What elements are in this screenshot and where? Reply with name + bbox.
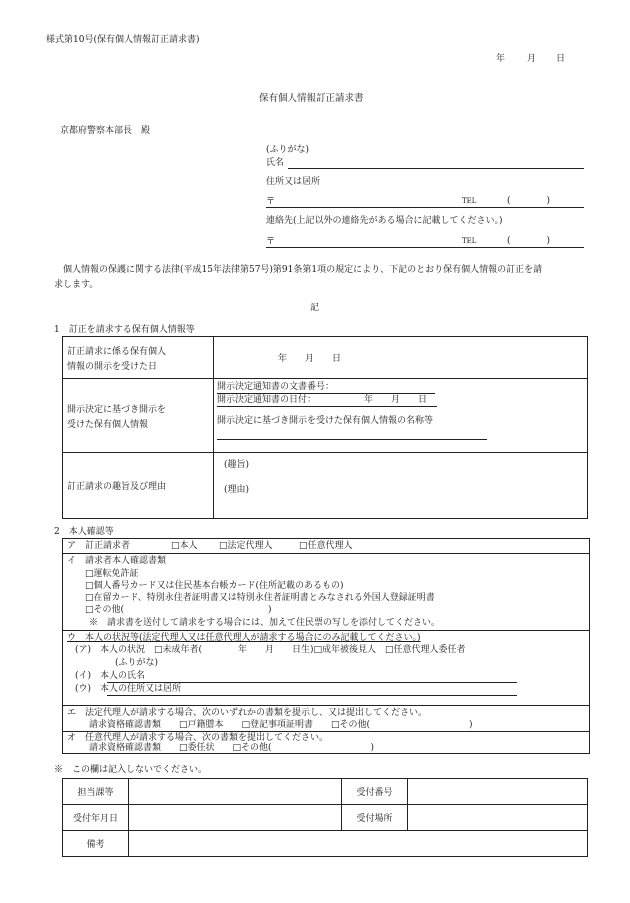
divider xyxy=(63,705,589,706)
contact-label: 連絡先(上記以外の連絡先がある場合に記載してください。) xyxy=(266,216,503,226)
divider xyxy=(63,630,589,631)
legal-agent-docs-line-2[interactable]: 請求資格確認書類 □戸籍謄本 □登記事項証明書 □その他( ) xyxy=(89,720,473,730)
date-year: 年 xyxy=(496,54,506,64)
section2-box xyxy=(62,538,590,754)
name-field[interactable] xyxy=(288,168,584,169)
requester-type-label: ア 訂正請求者 xyxy=(67,541,131,551)
tel-label: TEL xyxy=(462,197,477,205)
principal-status-label: ウ 本人の状況等(法定代理人又は任意代理人が請求する場合にのみ記載してください。) xyxy=(67,633,421,643)
receipt-place-cell[interactable] xyxy=(408,805,588,831)
contact-field[interactable] xyxy=(266,247,584,248)
purpose-reason-label xyxy=(63,453,214,519)
voluntary-agent-docs-line-1: オ 任意代理人が請求する場合、次の書類を提出してください。 xyxy=(67,733,329,743)
intro-line-2: 求します。 xyxy=(54,280,99,290)
option-self[interactable]: □本人 xyxy=(171,541,198,551)
section1-table xyxy=(62,336,588,519)
purpose-reason-cell[interactable] xyxy=(214,453,588,519)
received-date-label xyxy=(63,337,214,379)
legal-agent-docs-line-1: エ 法定代理人が請求する場合、次のいずれかの書類を提示し、又は提出してください。 xyxy=(67,708,428,718)
receipt-place-label: 受付場所 xyxy=(342,805,408,831)
id-doc-other[interactable]: □その他( ) xyxy=(85,605,272,615)
office-use-table xyxy=(62,778,588,857)
address-label: 住所又は居所 xyxy=(266,177,321,187)
id-doc-mynumber[interactable]: □個人番号カード又は住民基本台帳カード(住所記載のあるもの) xyxy=(85,581,344,591)
ki-label: 記 xyxy=(310,303,320,313)
receipt-date-label: 受付年月日 xyxy=(63,805,129,831)
notice-date-label: 開示決定通知書の日付： xyxy=(217,395,317,405)
dept-label: 担当課等 xyxy=(63,779,129,805)
postal-mark-2: 〒 xyxy=(266,237,276,247)
option-legal-agent[interactable]: □法定代理人 xyxy=(219,541,273,551)
section2-heading: 2 本人確認等 xyxy=(54,527,114,537)
principal-status-line[interactable]: (ア) 本人の状況 □未成年者( 年 月 日生)□成年被後見人 □任意代理人委任者 xyxy=(75,645,466,655)
intro-line-1: 個人情報の保護に関する法律(平成15年法律第57号)第91条第1項の規定により、下記のとおり保有個人情報の訂正を請 xyxy=(63,265,543,275)
info-name-field[interactable] xyxy=(217,439,487,440)
tel-parens: ( ) xyxy=(507,196,551,206)
principal-address-label: (ウ) 本人の住所又は居所 xyxy=(75,684,182,694)
disclosed-info-label-2: 受けた保有個人情報 xyxy=(67,419,149,430)
id-doc-license[interactable]: □運転免許証 xyxy=(85,569,139,579)
received-date-value: 年 月 日 xyxy=(278,354,342,364)
tel-label-2: TEL xyxy=(462,237,477,245)
principal-name-label: (イ) 本人の氏名 xyxy=(75,671,146,681)
disclosed-info-label xyxy=(63,379,214,453)
voluntary-agent-docs-line-2[interactable]: 請求資格確認書類 □委任状 □その他( ) xyxy=(89,743,375,753)
receipt-date-cell[interactable] xyxy=(129,805,342,831)
info-name-label: 開示決定に基づき開示を受けた保有個人情報の名称等 xyxy=(217,416,434,426)
option-voluntary-agent[interactable]: □任意代理人 xyxy=(299,541,353,551)
id-docs-note: ※ 請求書を送付して請求をする場合には、加えて住民票の写しを添付してください。 xyxy=(89,618,441,628)
remarks-label: 備考 xyxy=(63,831,129,857)
purpose-label: (趣旨) xyxy=(224,460,250,470)
name-label: 氏名 xyxy=(266,158,285,168)
divider xyxy=(63,731,589,732)
disclosed-info-label-1: 開示決定に基づき開示を xyxy=(67,404,167,415)
principal-name-field[interactable] xyxy=(107,682,517,683)
reason-label: (理由) xyxy=(224,485,250,495)
form-title: 保有個人情報訂正請求書 xyxy=(259,93,364,104)
purpose-reason-label-text: 訂正請求の趣旨及び理由 xyxy=(67,482,167,492)
divider xyxy=(63,553,589,554)
dept-cell[interactable] xyxy=(129,779,342,805)
notice-date-field[interactable] xyxy=(217,406,437,407)
notice-date-value: 年 月 日 xyxy=(364,395,428,405)
furigana-label: (ふりがな) xyxy=(266,145,310,155)
receipt-number-label: 受付番号 xyxy=(342,779,408,805)
form-number: 様式第10号(保有個人情報訂正請求書) xyxy=(46,35,200,45)
receipt-number-cell[interactable] xyxy=(408,779,588,805)
remarks-cell[interactable] xyxy=(129,831,588,857)
principal-address-field[interactable] xyxy=(107,695,517,696)
section1-heading: 1 訂正を請求する保有個人情報等 xyxy=(54,325,195,335)
received-date-cell[interactable] xyxy=(214,337,588,379)
office-use-note: ※ この欄は記入しないでください。 xyxy=(54,765,208,775)
date-day: 日 xyxy=(556,54,566,64)
principal-furigana: (ふりがな) xyxy=(115,658,159,668)
date-month: 月 xyxy=(527,54,537,64)
tel-parens-2: ( ) xyxy=(507,236,551,246)
disclosed-info-cell[interactable] xyxy=(214,379,588,453)
postal-mark: 〒 xyxy=(266,197,276,207)
doc-number-field[interactable] xyxy=(217,393,435,394)
received-date-label-2: 情報の開示を受けた日 xyxy=(67,361,158,372)
recipient: 京都府警察本部長 殿 xyxy=(60,126,151,136)
id-doc-residence-card[interactable]: □在留カード、特別永住者証明書又は特別永住者証明書とみなされる外国人登録証明書 xyxy=(85,593,435,603)
address-field[interactable] xyxy=(266,207,584,208)
received-date-label-1: 訂正請求に係る保有個人 xyxy=(67,346,167,357)
id-docs-label: イ 請求者本人確認書類 xyxy=(67,556,167,566)
doc-number-label: 開示決定通知書の文書番号： xyxy=(217,382,335,392)
